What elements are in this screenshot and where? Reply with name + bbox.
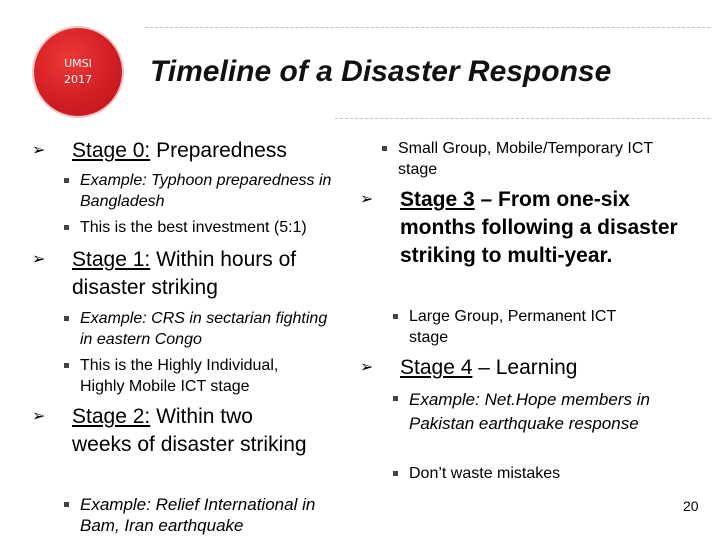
stage-4-bullet-2 (409, 463, 679, 484)
stage-1-bullet-1-text: Example: CRS in sectarian fighting in eastern Congo (80, 310, 328, 348)
square-bullet-icon (393, 314, 398, 319)
stage-2-text: Within two weeks of disaster striking (72, 405, 307, 456)
stage-1-text: Within hours of disaster striking (72, 248, 297, 299)
square-bullet-icon (64, 316, 69, 321)
stage-3-text: – From one-six months following a disaster striking to multi-year. (400, 188, 678, 267)
stage-4-bullet-1-text: Example: Net.Hope members in Pakistan earthquake response (409, 390, 650, 433)
stage-0-bullet-2 (80, 217, 350, 238)
stage-3-heading (360, 186, 690, 270)
square-bullet-icon (382, 146, 387, 151)
intro-bullet (398, 138, 658, 180)
arrow-bullet-icon: ➢ (32, 251, 46, 268)
square-bullet-icon (64, 178, 69, 183)
stage-1-bullet-2 (80, 355, 315, 397)
umsi-badge (34, 28, 122, 116)
intro-bullet-text: Small Group, Mobile/Temporary ICT stage (398, 140, 653, 178)
stage-4-heading (360, 354, 690, 382)
stage-0-heading (32, 137, 352, 165)
stage-2-label: Stage 2: (72, 405, 151, 428)
stage-3-bullet-1-text: Large Group, Permanent ICT stage (409, 308, 616, 346)
top-divider (145, 27, 710, 28)
stage-1-heading (32, 246, 357, 302)
page-number: 20 (683, 498, 699, 514)
stage-0-bullet-1-text: Example: Typhoon preparedness in Bangladesh (80, 172, 332, 210)
stage-2-bullet-1-text: Example: Relief International in Bam, Iran earthquake (80, 495, 316, 535)
stage-4-bullet-1 (409, 388, 679, 436)
square-bullet-icon (393, 471, 398, 476)
slide-title: Timeline of a Disaster Response (150, 55, 612, 88)
stage-0-text: Preparedness (150, 139, 287, 162)
square-bullet-icon (64, 363, 69, 368)
stage-3-bullet-1 (409, 306, 629, 348)
badge-line-1: UMSI (64, 57, 92, 70)
stage-4-label: Stage 4 (400, 356, 473, 379)
stage-3-label: Stage 3 (400, 188, 475, 211)
square-bullet-icon (64, 502, 69, 507)
stage-0-label: Stage 0: (72, 139, 151, 162)
stage-1-bullet-2-text: This is the Highly Individual, Highly Mobile ICT stage (80, 357, 279, 395)
arrow-bullet-icon: ➢ (360, 359, 374, 376)
stage-0-bullet-2-text: This is the best investment (5:1) (80, 219, 307, 236)
stage-1-label: Stage 1: (72, 248, 151, 271)
arrow-bullet-icon: ➢ (32, 142, 46, 159)
stage-2-bullet-1 (80, 494, 345, 536)
square-bullet-icon (393, 396, 398, 401)
stage-1-bullet-1 (80, 308, 330, 350)
stage-0-bullet-1 (80, 170, 350, 212)
square-bullet-icon (64, 225, 69, 230)
stage-4-text: – Learning (472, 356, 578, 379)
stage-4-bullet-2-text: Don’t waste mistakes (409, 465, 561, 482)
badge-line-2: 2017 (64, 73, 92, 86)
title-divider (335, 118, 710, 119)
arrow-bullet-icon: ➢ (32, 408, 46, 425)
arrow-bullet-icon: ➢ (360, 191, 374, 208)
stage-2-heading (32, 403, 307, 459)
